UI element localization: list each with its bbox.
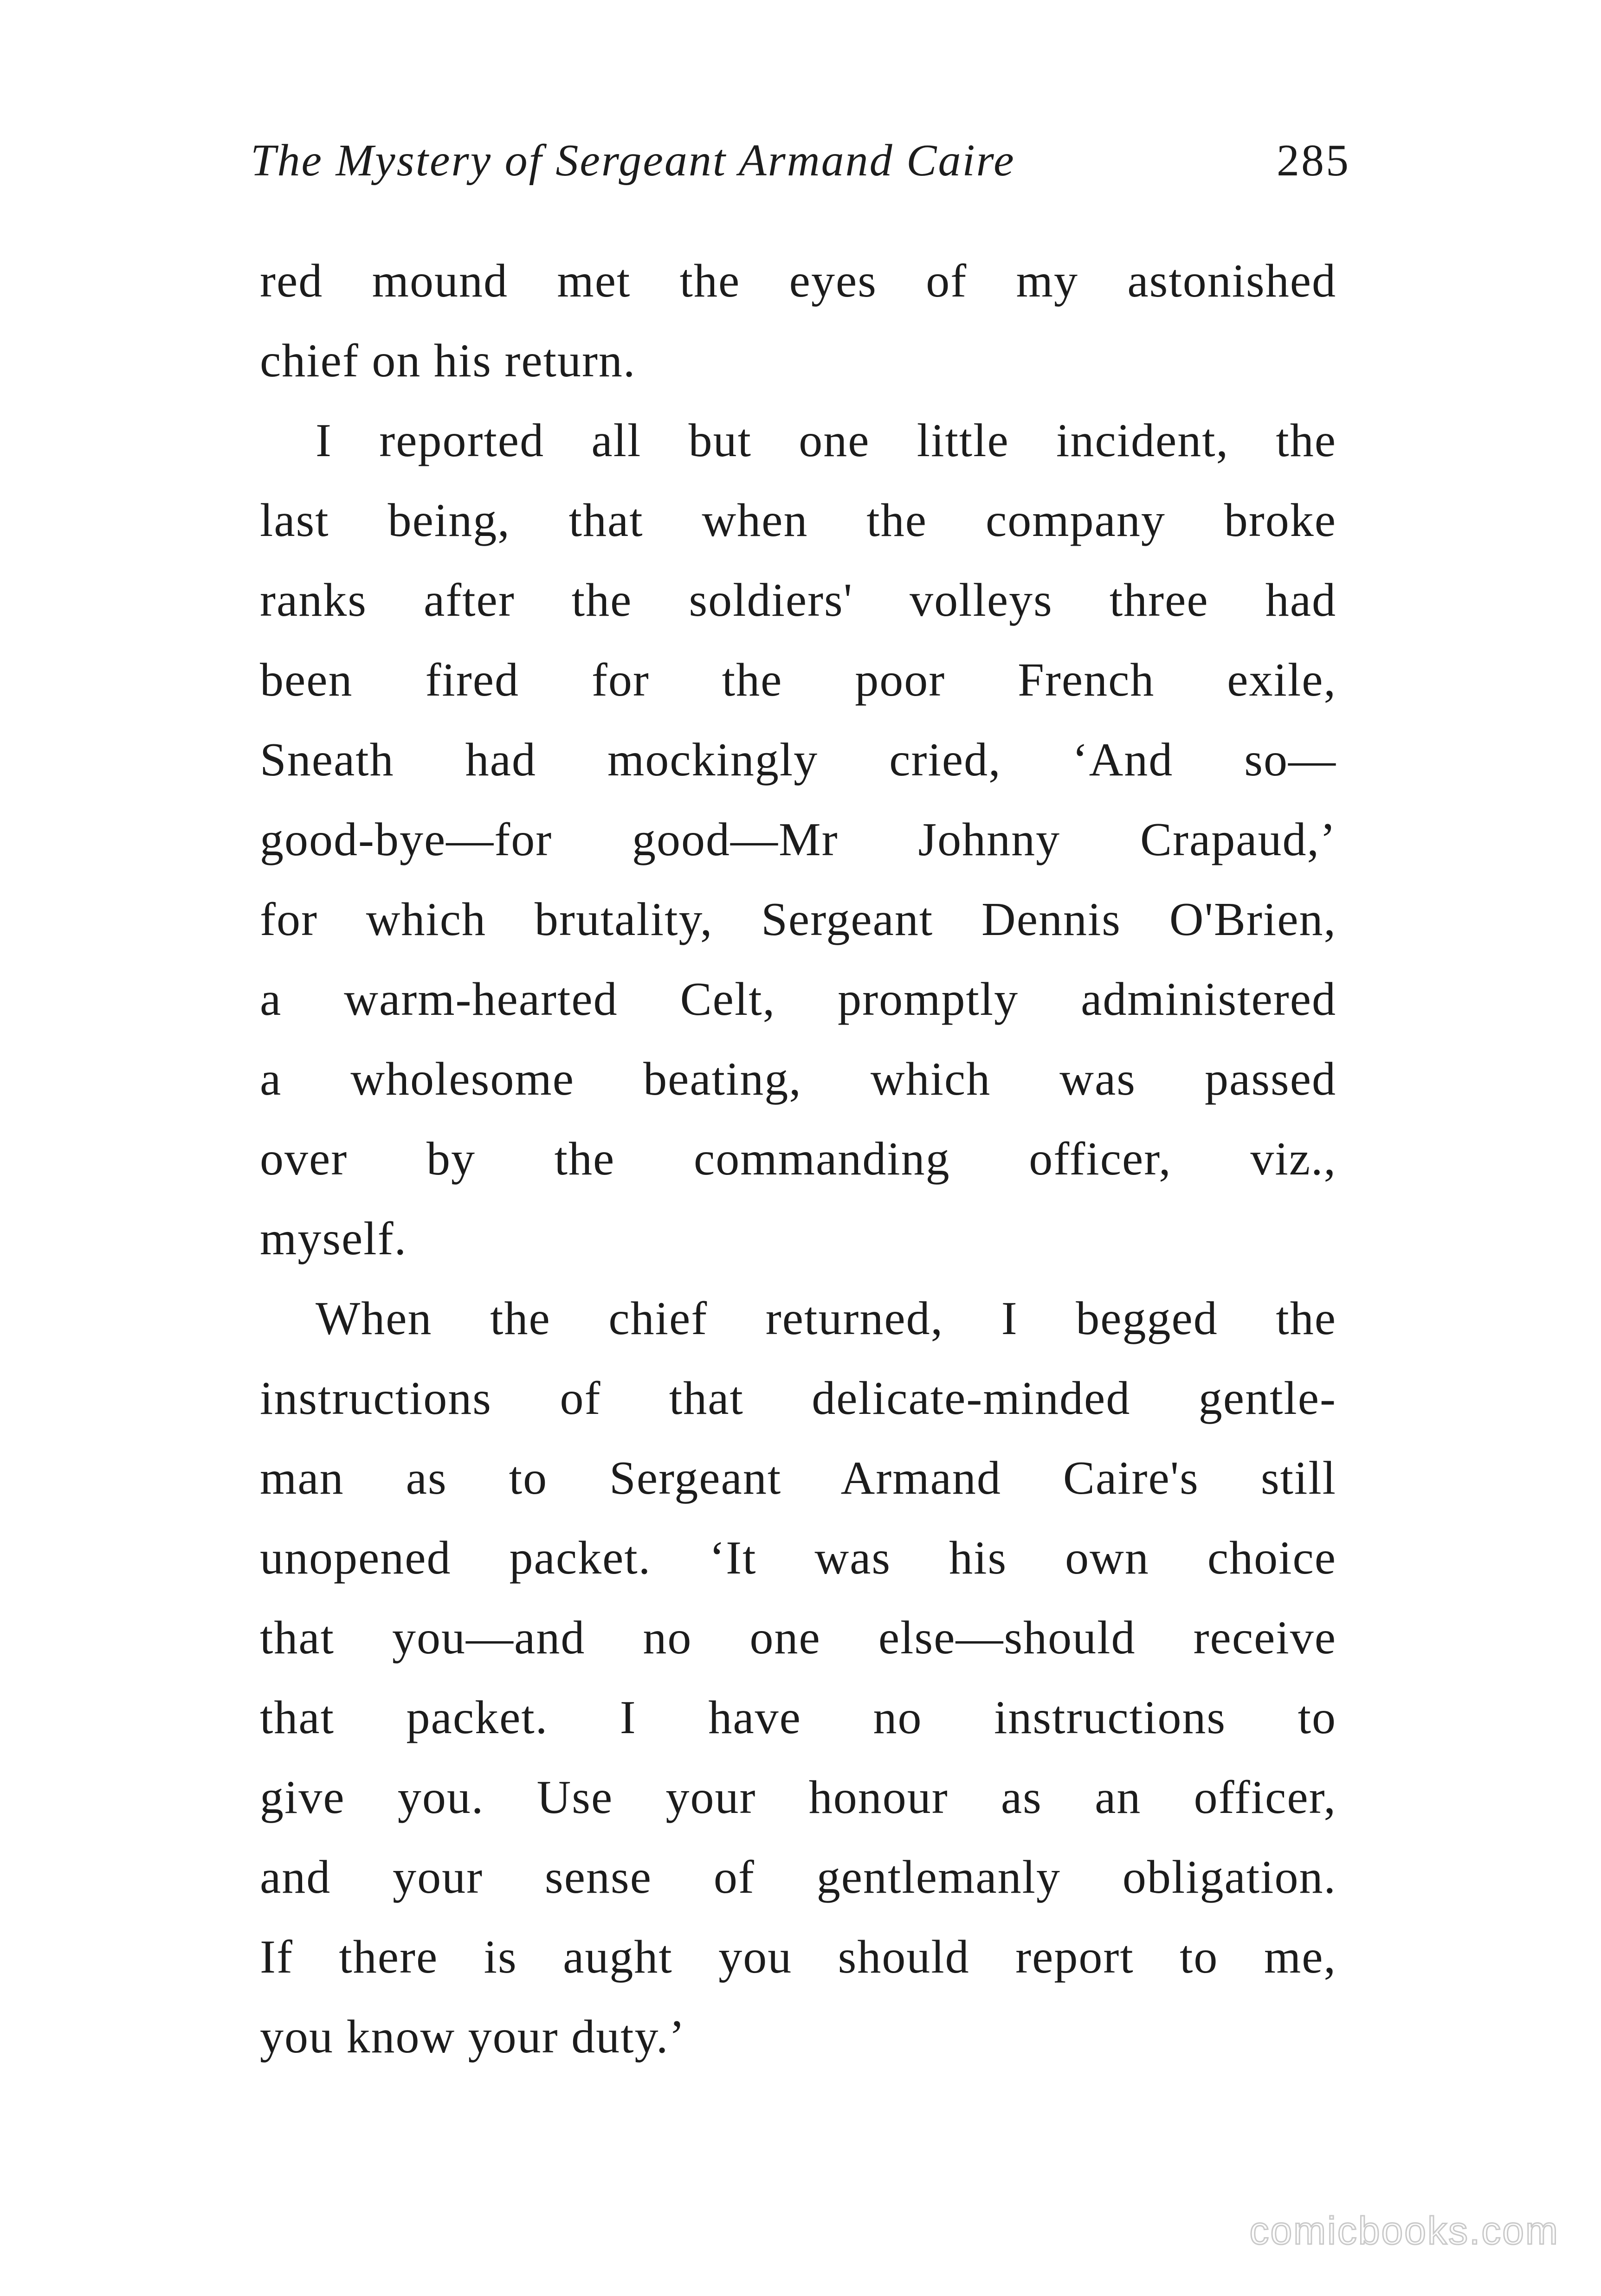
text-line: If there is aught you should report to me, [260,1931,1336,1983]
running-head [251,135,1350,200]
running-title: The Mystery of Sergeant Armand Caire [251,135,1015,186]
text-line: for which brutality, Sergeant Dennis O'Brien, [260,893,1336,946]
text-line: ranks after the soldiers' volleys three had [260,574,1336,626]
paragraph [260,1279,1336,2077]
text-line: I reported all but one little incident, the [316,414,1336,467]
watermark: comicbooks.com [1249,2209,1559,2252]
text-line: been fired for the poor French exile, [260,654,1336,706]
text-line: and your sense of gentlemanly obligation. [260,1851,1336,1903]
paragraph [260,241,1336,401]
text-line: Sneath had mockingly cried, ‘And so— [260,734,1336,786]
page-number: 285 [1277,135,1350,186]
text-line: red mound met the eyes of my astonished [260,255,1336,307]
text-line: good-bye—for good—Mr Johnny Crapaud,’ [260,813,1336,866]
text-line: instructions of that delicate-minded gentle- [260,1372,1336,1425]
text-line: over by the commanding officer, viz., [260,1133,1336,1185]
text-line: a wholesome beating, which was passed [260,1053,1336,1105]
text-line: chief on his return. [260,335,636,387]
text-line: unopened packet. ‘It was his own choice [260,1532,1336,1584]
text-line: give you. Use your honour as an officer, [260,1771,1336,1824]
text-line: myself. [260,1212,407,1265]
text-line: that you—and no one else—should receive [260,1612,1336,1664]
text-line: last being, that when the company broke [260,494,1336,547]
body-text [260,241,1336,2077]
text-line: you know your duty.’ [260,2011,686,2063]
text-line: man as to Sergeant Armand Caire's still [260,1452,1336,1504]
paragraph [260,401,1336,1279]
text-line: a warm-hearted Celt, promptly administered [260,973,1336,1025]
text-line: that packet. I have no instructions to [260,1691,1336,1744]
text-line: When the chief returned, I begged the [316,1292,1336,1345]
